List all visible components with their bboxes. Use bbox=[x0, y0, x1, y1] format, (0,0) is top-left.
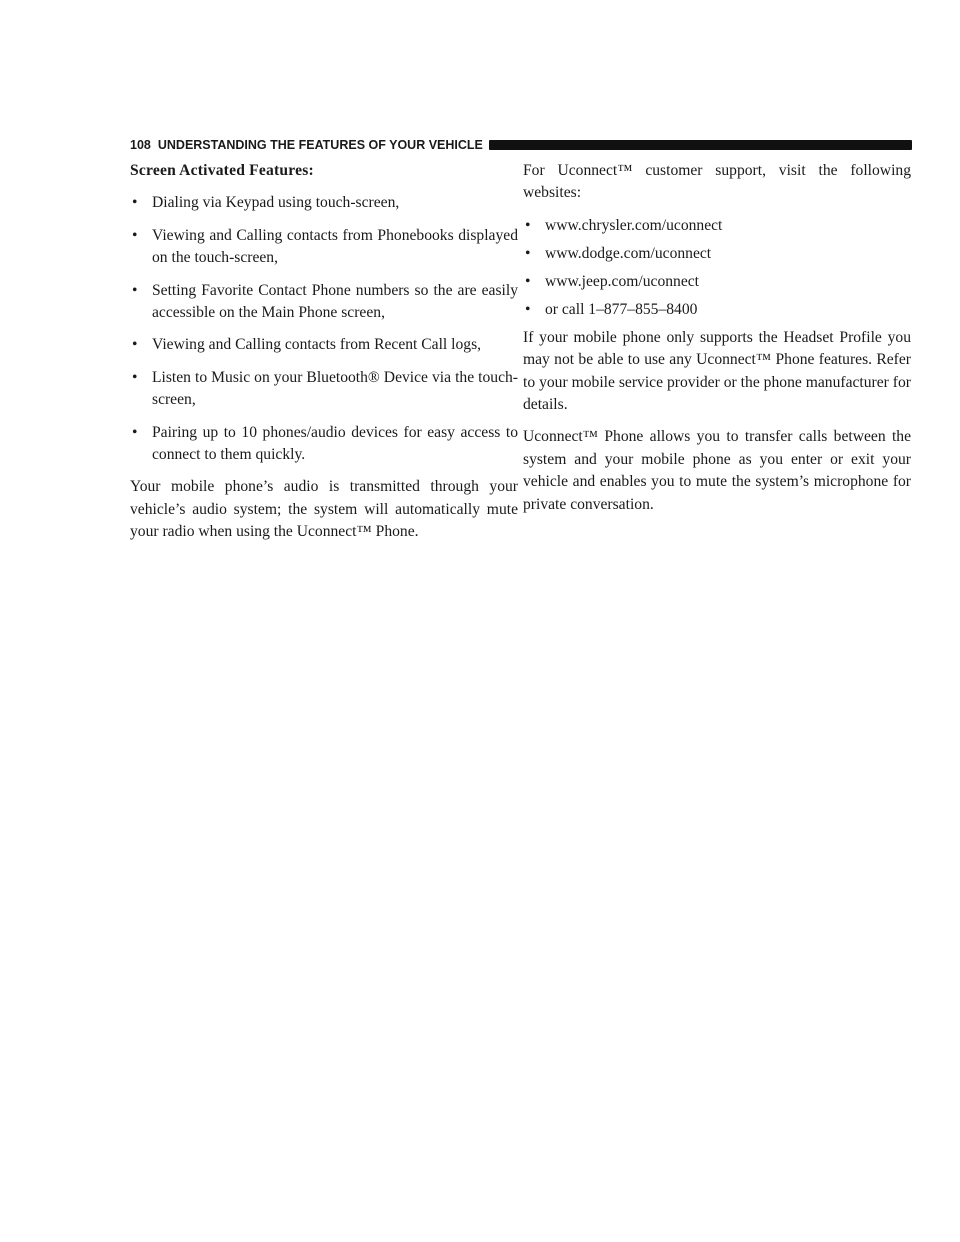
list-item bbox=[130, 192, 518, 214]
bullet-icon: • bbox=[525, 244, 531, 262]
screen-features-heading: Screen Activated Features: bbox=[130, 162, 314, 179]
list-item-text: Viewing and Calling contacts from Recent Call logs, bbox=[152, 336, 482, 354]
bullet-icon: • bbox=[132, 281, 138, 299]
list-item-text: Dialing via Keypad using touch-screen, bbox=[152, 194, 400, 212]
bullet-icon: • bbox=[525, 300, 531, 318]
page-number: 108 bbox=[130, 138, 151, 152]
bullet-icon: • bbox=[132, 194, 138, 212]
support-phone-number: or call 1–877–855–8400 bbox=[545, 300, 698, 318]
list-item bbox=[130, 334, 518, 356]
page-header bbox=[130, 136, 912, 154]
screen-features-list bbox=[130, 192, 518, 466]
list-item bbox=[130, 225, 518, 270]
list-item bbox=[130, 367, 518, 412]
support-websites-list bbox=[523, 215, 911, 321]
bullet-icon: • bbox=[132, 423, 138, 441]
header-rule-bar bbox=[489, 140, 912, 150]
website-link: www.dodge.com/uconnect bbox=[545, 244, 712, 262]
website-link: www.chrysler.com/uconnect bbox=[545, 216, 723, 234]
list-item-text: Viewing and Calling contacts from Phonebooks displayed on the touch-screen, bbox=[152, 226, 518, 267]
bullet-icon: • bbox=[525, 272, 531, 290]
bullet-icon: • bbox=[525, 216, 531, 234]
list-item bbox=[523, 243, 911, 265]
list-item bbox=[523, 271, 911, 293]
section-title: UNDERSTANDING THE FEATURES OF YOUR VEHICLE bbox=[157, 138, 483, 152]
list-item bbox=[523, 299, 911, 321]
list-item-text: Setting Favorite Contact Phone numbers so the are easily accessible on the Main Phone screen, bbox=[152, 281, 518, 322]
list-item-text: Listen to Music on your Bluetooth® Device via the touch-screen, bbox=[152, 368, 518, 409]
list-item bbox=[130, 422, 518, 467]
right-column bbox=[523, 160, 911, 526]
bullet-icon: • bbox=[132, 336, 138, 354]
left-column bbox=[130, 160, 518, 554]
support-intro-paragraph: For Uconnect™ customer support, visit the following websites: bbox=[523, 162, 911, 202]
call-transfer-paragraph: Uconnect™ Phone allows you to transfer calls between the system and your mobile phone as you enter or exit your vehicle and enables you to mute the system’s microphone for private conversation. bbox=[523, 428, 911, 513]
list-item bbox=[523, 215, 911, 237]
list-item-text: Pairing up to 10 phones/audio devices for easy access to connect to them quickly. bbox=[152, 423, 518, 464]
audio-transmission-paragraph: Your mobile phone’s audio is transmitted through your vehicle’s audio system; the system will automatically mute your radio when using the Uconnect™ Phone. bbox=[130, 478, 518, 541]
headset-profile-paragraph: If your mobile phone only supports the Headset Profile you may not be able to use any Uconnect™ Phone features. Refer to your mobile service provider or the phone manufacturer for details. bbox=[523, 328, 911, 414]
bullet-icon: • bbox=[132, 226, 138, 244]
website-link: www.jeep.com/uconnect bbox=[545, 272, 700, 290]
bullet-icon: • bbox=[132, 368, 138, 386]
list-item bbox=[130, 280, 518, 325]
